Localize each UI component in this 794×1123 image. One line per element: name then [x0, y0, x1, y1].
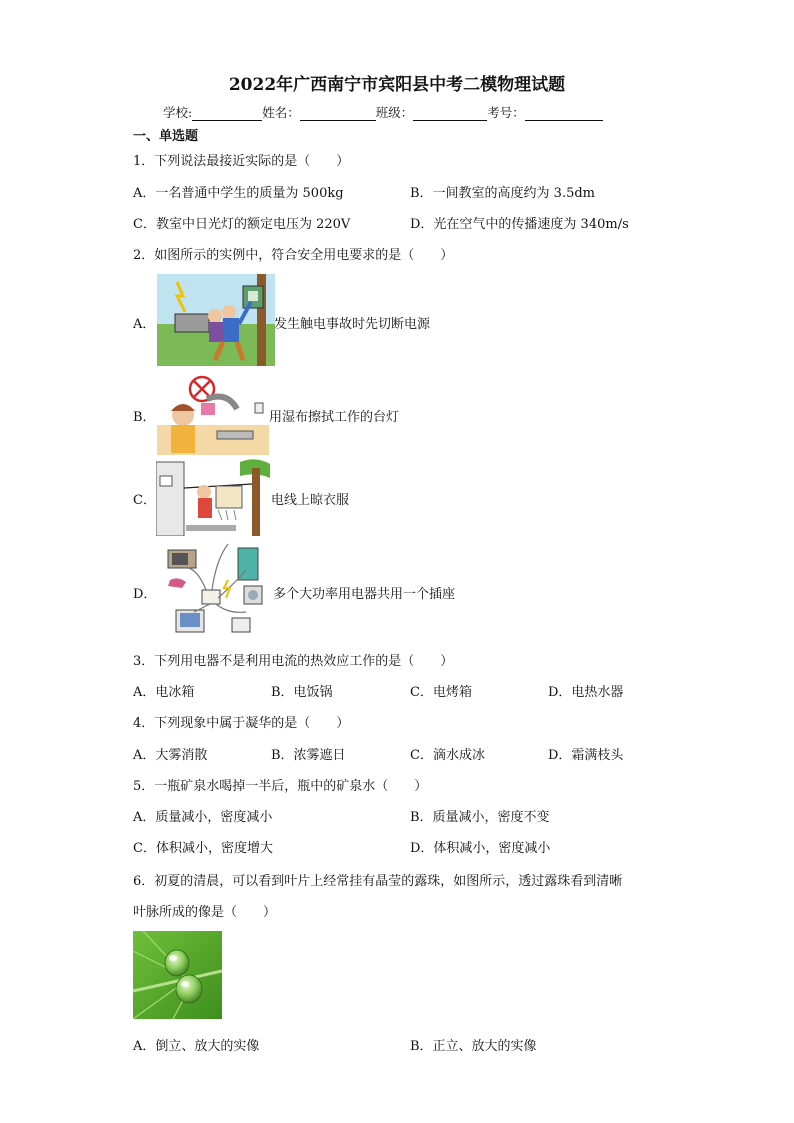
q4-option-c: C．滴水成冰 [410, 748, 485, 763]
q1-stem: 1．下列说法最接近实际的是（ ） [133, 154, 350, 169]
exam-no-blank[interactable] [525, 106, 603, 121]
class-blank[interactable] [413, 106, 487, 121]
wet-cloth-lamp-illustration [157, 373, 269, 455]
q2-option-b-letter: B． [133, 410, 156, 425]
student-info-line [163, 103, 603, 121]
q3-option-a: A．电冰箱 [133, 685, 195, 700]
q6-stem-line2: 叶脉所成的像是（ ） [133, 905, 277, 920]
q5-option-a: A．质量减小，密度减小 [133, 810, 273, 825]
q6-stem-line1: 6．初夏的清晨，可以看到叶片上经常挂有晶莹的露珠，如图所示，透过露珠看到清晰 [133, 874, 623, 889]
q4-option-b: B．浓雾遮日 [271, 748, 346, 763]
q5-option-c: C．体积减小，密度增大 [133, 841, 273, 856]
q2-option-d-text: 多个大功率用电器共用一个插座 [273, 587, 456, 602]
name-label: 姓名： [262, 105, 300, 120]
drying-clothes-on-wire-illustration [156, 458, 270, 536]
q2-stem: 2．如图所示的实例中，符合安全用电要求的是（ ） [133, 248, 454, 263]
q4-option-d: D．霜满枝头 [548, 748, 624, 763]
q2-option-c-letter: C． [133, 493, 156, 508]
q1-option-a: A．一名普通中学生的质量为 500kg [133, 186, 344, 201]
page-title: 2022年广西南宁市宾阳县中考二模物理试题 [228, 75, 566, 95]
q2-option-c-text: 电线上晾衣服 [271, 493, 350, 508]
section-heading: 一、单选题 [133, 129, 199, 144]
overloaded-socket-illustration [158, 540, 270, 640]
school-label: 学校: [163, 105, 193, 120]
q3-option-b: B．电饭锅 [271, 685, 333, 700]
q3-option-c: C．电烤箱 [410, 685, 472, 700]
q6-option-a: A．倒立、放大的实像 [133, 1039, 260, 1054]
q3-stem: 3．下列用电器不是利用电流的热效应工作的是（ ） [133, 654, 454, 669]
q4-option-a: A．大雾消散 [133, 748, 208, 763]
q2-option-d-letter: D． [133, 587, 157, 602]
q5-option-d: D．体积减小，密度减小 [410, 841, 551, 856]
q1-option-b: B．一间教室的高度约为 3.5dm [410, 186, 596, 201]
dewdrop-on-leaf-photo [133, 931, 222, 1019]
exam-no-label: 考号： [487, 105, 525, 120]
q2-option-b-text: 用湿布擦拭工作的台灯 [269, 410, 400, 425]
name-blank[interactable] [300, 106, 376, 121]
q3-option-d: D．电热水器 [548, 685, 624, 700]
q1-option-c: C．教室中日光灯的额定电压为 220V [133, 217, 351, 232]
q5-stem: 5．一瓶矿泉水喝掉一半后，瓶中的矿泉水（ ） [133, 779, 428, 794]
q4-stem: 4．下列现象中属于凝华的是（ ） [133, 716, 350, 731]
q2-option-a-letter: A． [133, 317, 156, 332]
q5-option-b: B．质量减小，密度不变 [410, 810, 550, 825]
school-blank[interactable] [192, 106, 262, 121]
q2-option-a-text: 发生触电事故时先切断电源 [274, 317, 431, 332]
electric-shock-rescue-illustration [157, 274, 275, 366]
q6-option-b: B．正立、放大的实像 [410, 1039, 537, 1054]
q1-option-d: D．光在空气中的传播速度为 340m/s [410, 217, 629, 232]
class-label: 班级： [375, 105, 414, 120]
